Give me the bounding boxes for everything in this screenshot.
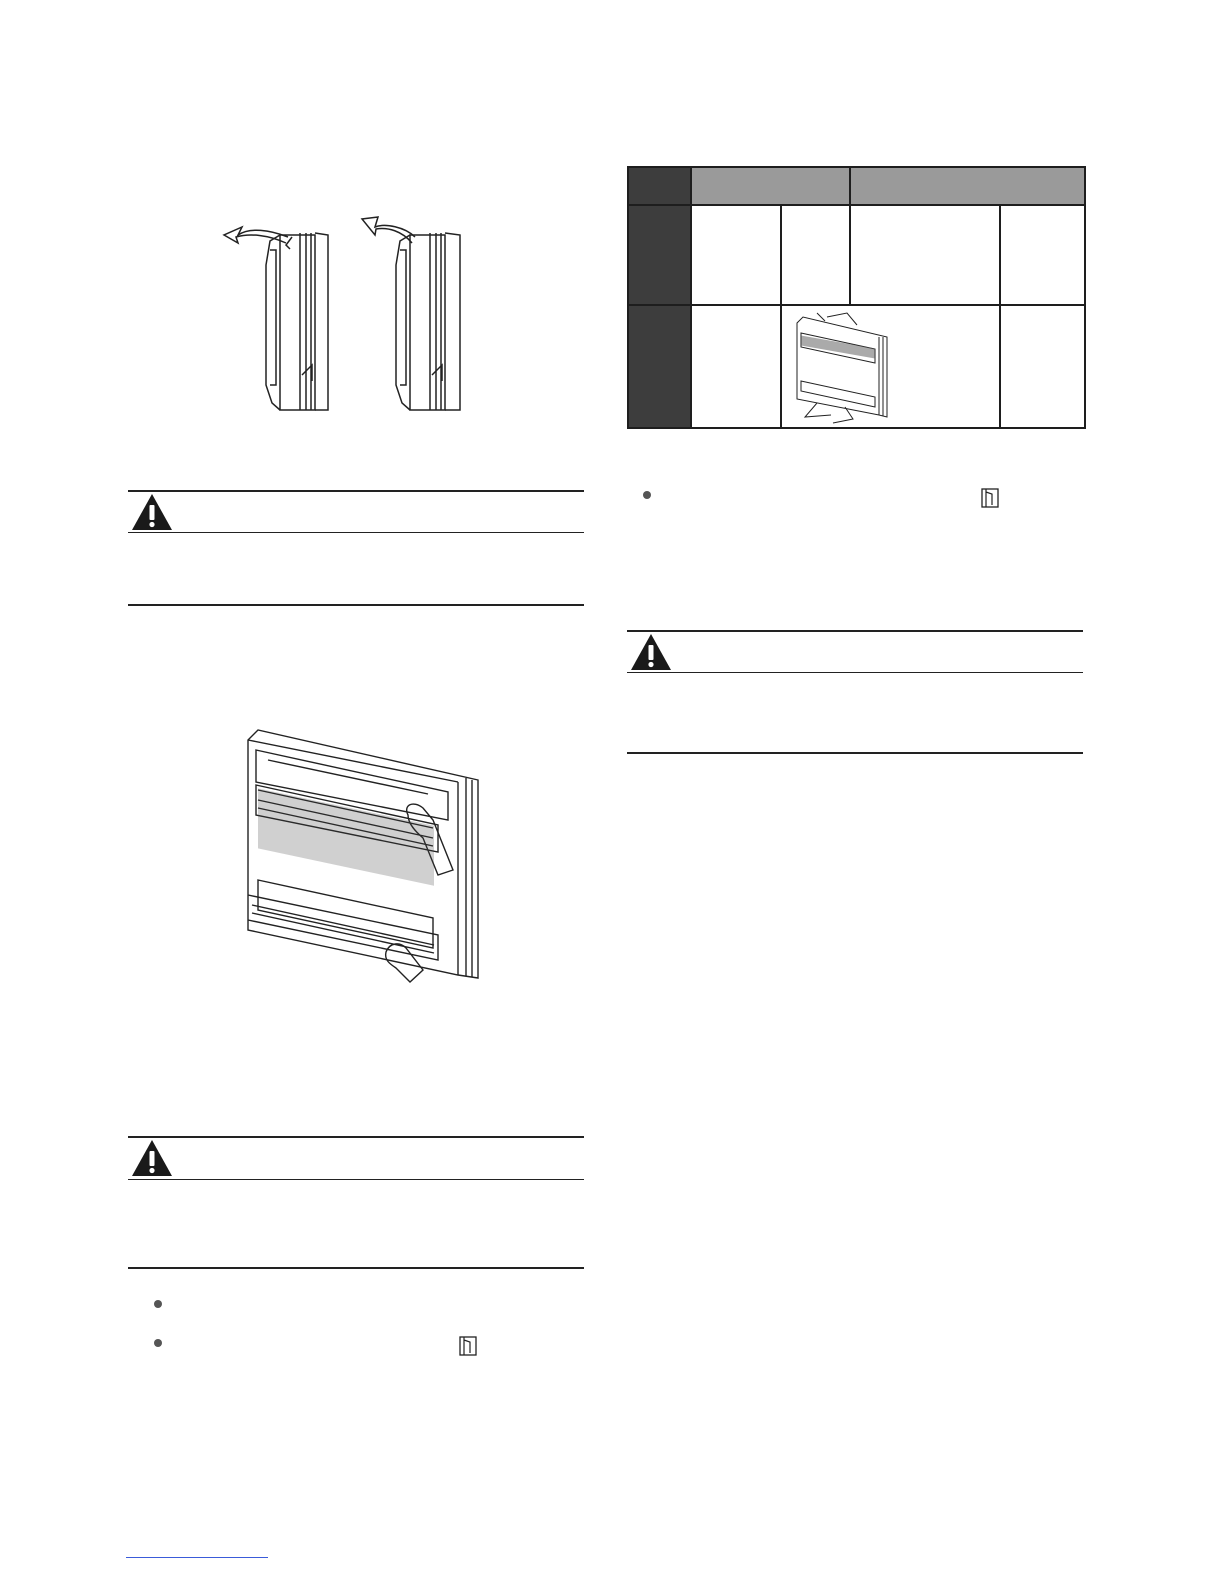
table-cell — [691, 205, 781, 305]
bullet-dot-icon — [154, 1300, 162, 1308]
front-panel-open-figure — [228, 720, 493, 990]
footer-link[interactable] — [126, 1557, 268, 1558]
spec-table — [627, 166, 1086, 429]
warning-3-mid-rule — [627, 672, 1083, 673]
table-cell — [691, 305, 781, 428]
warning-3-bottom-rule — [627, 752, 1083, 754]
table-header-cell — [691, 167, 850, 205]
table-side-cell — [628, 205, 691, 305]
table-cell — [850, 205, 1000, 305]
table-cell — [781, 205, 850, 305]
table-image-cell — [781, 305, 1000, 428]
warning-1-bottom-rule — [128, 604, 584, 606]
bullet-dot-icon — [643, 491, 651, 499]
warning-triangle-icon — [629, 632, 673, 672]
warning-triangle-icon — [130, 492, 174, 532]
table-row — [628, 305, 1085, 428]
table-cell — [1000, 205, 1085, 305]
warning-triangle-icon — [130, 1138, 174, 1178]
table-row — [628, 205, 1085, 305]
table-corner-cell — [628, 167, 691, 205]
table-side-cell — [628, 305, 691, 428]
table-cell — [1000, 305, 1085, 428]
louver-side-views-figure — [210, 205, 480, 420]
bullet-dot-icon — [154, 1339, 162, 1347]
table-header-row — [628, 167, 1085, 205]
manual-book-icon — [458, 1336, 478, 1356]
warning-1-mid-rule — [128, 532, 584, 533]
warning-2-bottom-rule — [128, 1267, 584, 1269]
table-header-cell — [850, 167, 1085, 205]
warning-3-top-rule — [627, 630, 1083, 632]
warning-1-top-rule — [128, 490, 584, 492]
unit-airflow-thumbnail — [787, 311, 917, 426]
warning-2-top-rule — [128, 1136, 584, 1138]
warning-2-mid-rule — [128, 1179, 584, 1180]
manual-book-icon — [980, 488, 1000, 508]
